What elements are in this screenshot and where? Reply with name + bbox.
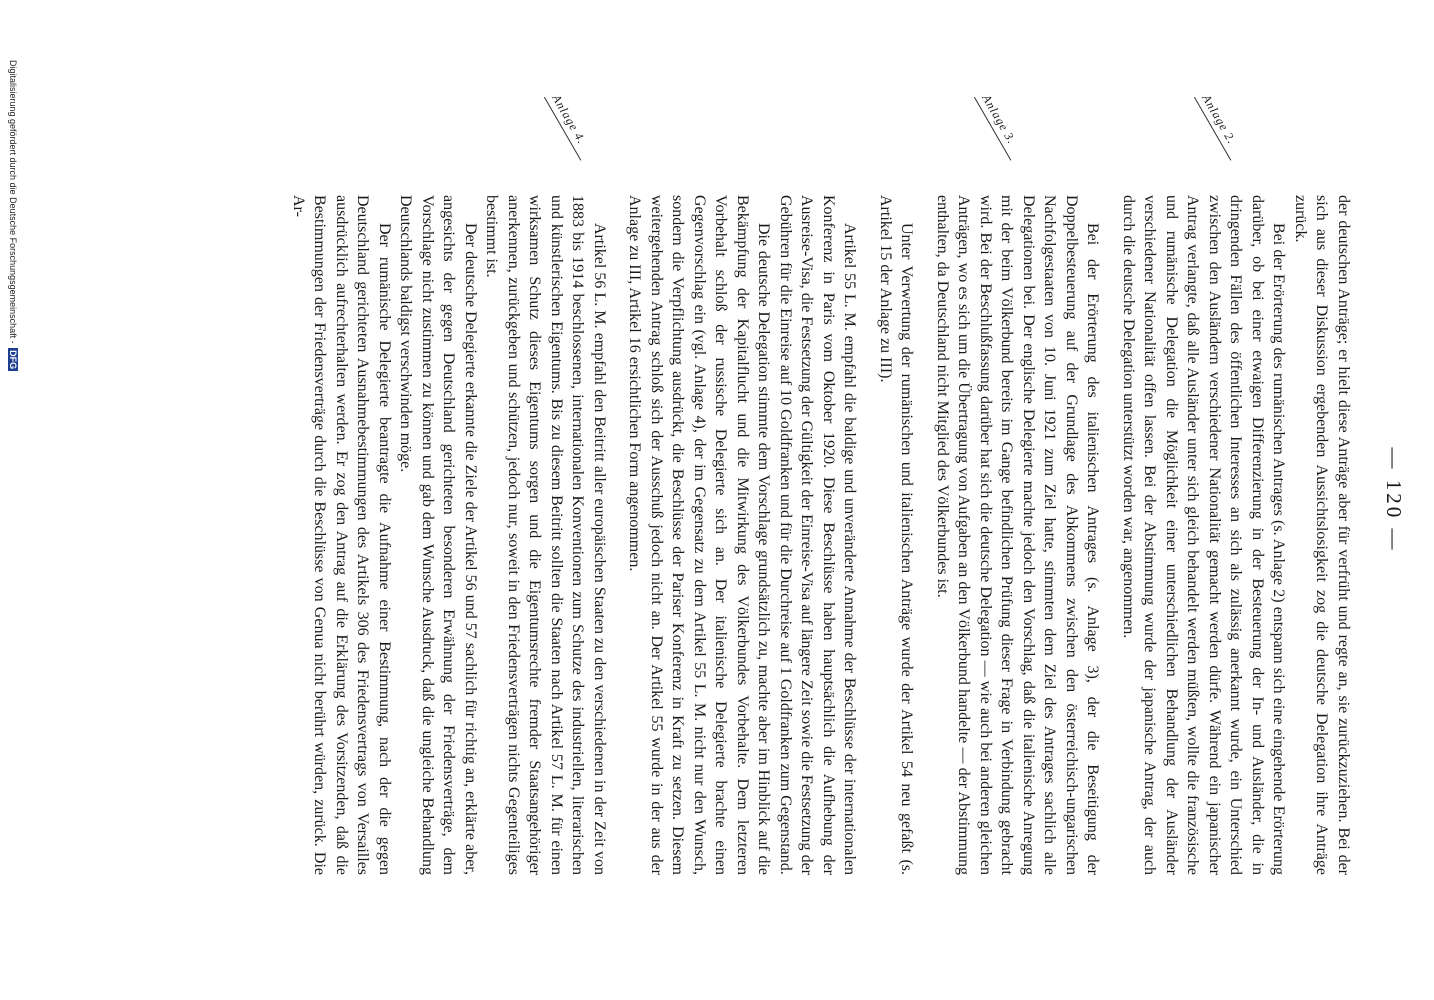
paragraph: Bei der Erörterung des italienischen Antrages (s. Anlage 3), der die Beseitigung der Doppelbesteuerung auf der Grundlage des Abkommens zwischen den österreichisch-ungarischen Nachfolgestaaten von 10. Juni 1921 zum Ziel hatte, stimmten dem Ziel des Antrages sachlich alle Delegationen bei. Der englische Delegierte machte jedoch den Vorschlag, daß die italienische Anregung mit der beim Völkerbund bereits im Gange befindlichen Prüfung dieser Frage in Verbindung gebracht wird. Bei der Beschlußfassung darüber hat sich die deutsche Delegation — wie auch bei anderen gleichen Anträgen, wo es sich um die Übertragung von Aufgaben an den Völkerbund handelte — der Abstimmung enthalten, da Deutschland nicht Mitglied des Völkerbundes ist.: [934, 195, 1102, 875]
paragraph: Die deutsche Delegation stimmte dem Vorschlage grundsätzlich zu, machte aber im Hinblick auf die Bekämpfung der Kapitalflucht und die Mitwirkung des Völkerbundes Vorbehalte. Dem letzteren Vorbehalt schloß der russische Delegierte sich an. Der italienische Delegierte brachte einen Gegenvorschlag ein (vgl. Anlage 4), der im Gegensatz zu dem Artikel 55 L. M. nicht nur den Wunsch, sondern die Verpflichtung ausdrückt, die Beschlüsse der Pariser Konferenz in Kraft zu setzen. Diesem weitergehenden Antrag schloß sich der Ausschuß jedoch nicht an. Der Artikel 55 wurde in der aus der Anlage zu III, Artikel 16 ersichtlichen Form angenommen.: [626, 195, 773, 875]
paragraph: Der rumänische Delegierte beantragte die Aufnahme einer Bestimmung, nach der die gegen Deutschland gerichteten Ausnahmebestimmungen des Artikels 306 des Friedensvertrags von Versailles ausdrücklich aufrechterhalten werden. Er zog den Antrag auf die Erklärung des Vorsitzenden, daß die Bestimmungen der Friedensverträge durch die Beschlüsse von Genua nicht berührt würden, zurück. Die Ar-: [290, 195, 393, 875]
paragraph: Der deutsche Delegierte erkannte die Ziele der Artikel 56 und 57 sachlich für richtig an, erklärte aber, angesichts der gegen Deutschland gerichteten besonderen Erwähnung der Friedensverträge, dem Vorschlage nicht zustimmen zu können und gab dem Wunsche Ausdruck, daß die ungleiche Behandlung Deutschlands baldigst verschwinden möge.: [397, 195, 479, 875]
digitization-text: Digitalisierung gefördert durch die Deutsche Forschungsgemeinschaft -: [8, 60, 18, 344]
body-text: [288, 195, 1355, 875]
dfg-logo: DFG: [8, 350, 18, 370]
paragraph: Artikel 56 L. M. empfahl den Beitritt aller europäischen Staaten zu den verschiedenen in der Zeit von 1883 bis 1914 beschlossenen, internationalen Konventionen zum Schutze des industriellen, literarischen und künstlerischen Eigentums. Bis zu diesem Beitritt sollten die Staaten nach Artikel 57 L. M. für einen wirksamen Schutz dieses Eigentums sorgen und die Eigentumsrechte fremder Staatsangehöriger anerkennen, zurückgeben und schützen, jedoch nur, soweit in den Friedensverträgen nichts Gegenteiliges bestimmt ist.: [483, 195, 608, 875]
paragraph: Artikel 55 L. M. empfahl die baldige und unveränderte Annahme der Beschlüsse der internationalen Konferenz in Paris vom Oktober 1920. Diese Beschlüsse haben hauptsächlich die Aufhebung der Ausreise-Visa, die Festsetzung der Gültigkeit der Einreise-Visa auf längere Zeit sowie die Festsetzung der Gebühren für die Einreise auf 10 Goldfranken und für die Durchreise auf 1 Goldfranken zum Gegenstand.: [777, 195, 859, 875]
paragraph: Unter Verwertung der rumänischen und italienischen Anträge wurde der Artikel 54 neu gefaßt (s. Artikel 15 der Anlage zu III).: [877, 195, 916, 875]
margin-note-anlage-3: Anlage 3.: [974, 88, 1026, 160]
paragraph: der deutschen Anträge; er hielt diese Anträge aber für verfrüht und regte an, sie zurückzuziehen. Bei der sich aus dieser Diskussion ergebenden Aussichtslosigkeit zog die deutsche Delegation ihre Anträge zurück.: [1292, 195, 1352, 875]
digitization-credit: [8, 60, 18, 371]
margin-note-anlage-4: Anlage 4.: [544, 88, 596, 160]
page-number-header: — 120 —: [1382, 447, 1406, 553]
margin-note-anlage-2: Anlage 2.: [1194, 88, 1246, 160]
paragraph: Bei der Erörterung des rumänischen Antrages (s. Anlage 2) entspann sich eine eingehende Erörterung darüber, ob bei einer etwaigen Differenzierung in der Besteuerung der In- und Ausländer, die in dringenden Fällen des öffentlichen Interesses an sich als zulässig anerkannt wurde, ein Unterschied zwischen den Ausländern verschiedener Nationalität gemacht werden dürfe. Während ein japanischer Antrag verlangte, daß alle Ausländer unter sich gleich behandelt werden müßten, wollte die französische und rumänische Delegation die Möglichkeit einer unterschiedlichen Behandlung der Ausländer verschiedener Nationalität offen lassen. Bei der Abstimmung wurde der japanische Antrag, der auch durch die deutsche Delegation unterstützt worden war, angenommen.: [1120, 195, 1288, 875]
